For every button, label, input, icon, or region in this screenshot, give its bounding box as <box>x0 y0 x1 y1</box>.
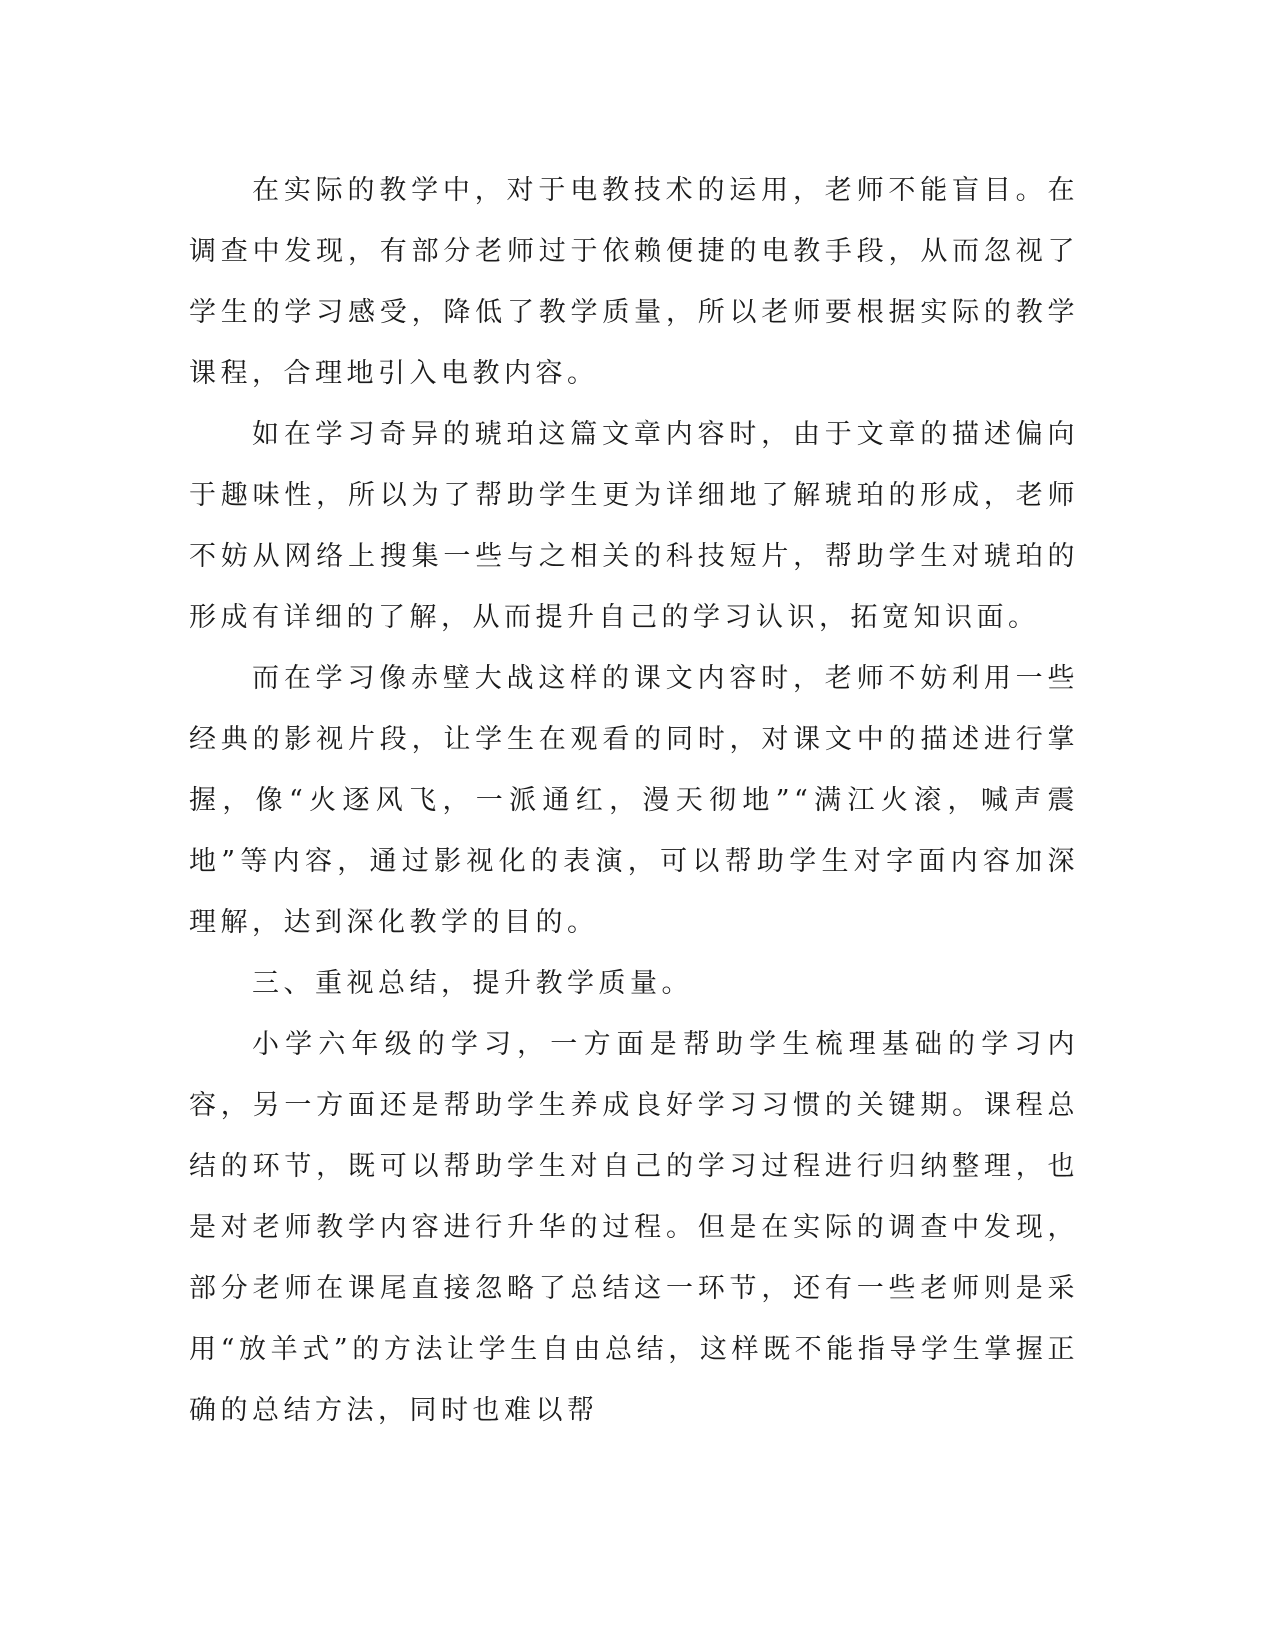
paragraph-summary-importance: 小学六年级的学习，一方面是帮助学生梳理基础的学习内容，另一方面还是帮助学生养成良好学习习惯的关键期。课程总结的环节，既可以帮助学生对自己的学习过程进行归纳整理，也是对老师教学内容进行升华的过程。但是在实际的调查中发现，部分老师在课尾直接忽略了总结这一环节，还有一些老师则是采用“放羊式”的方法让学生自由总结，这样既不能指导学生掌握正确的总结方法，同时也难以帮 <box>189 1029 1079 1426</box>
paragraph-red-cliff-example: 而在学习像赤壁大战这样的课文内容时，老师不妨利用一些经典的影视片段，让学生在观看的同时，对课文中的描述进行掌握，像“火逐风飞，一派通红，漫天彻地”“满江火滚，喊声震地”等内容，通过影视化的表演，可以帮助学生对字面内容加深理解，达到深化教学的目的。 <box>189 663 1079 938</box>
body-text <box>189 160 1079 1441</box>
paragraph-amber-example: 如在学习奇异的琥珀这篇文章内容时，由于文章的描述偏向于趣味性，所以为了帮助学生更为详细地了解琥珀的形成，老师不妨从网络上搜集一些与之相关的科技短片，帮助学生对琥珀的形成有详细的了解，从而提升自己的学习认识，拓宽知识面。 <box>189 419 1079 633</box>
section-heading-summary: 三、重视总结，提升教学质量。 <box>252 968 693 999</box>
paragraph-electronic-teaching: 在实际的教学中，对于电教技术的运用，老师不能盲目。在调查中发现，有部分老师过于依赖便捷的电教手段，从而忽视了学生的学习感受，降低了教学质量，所以老师要根据实际的教学课程，合理地引入电教内容。 <box>189 175 1079 389</box>
